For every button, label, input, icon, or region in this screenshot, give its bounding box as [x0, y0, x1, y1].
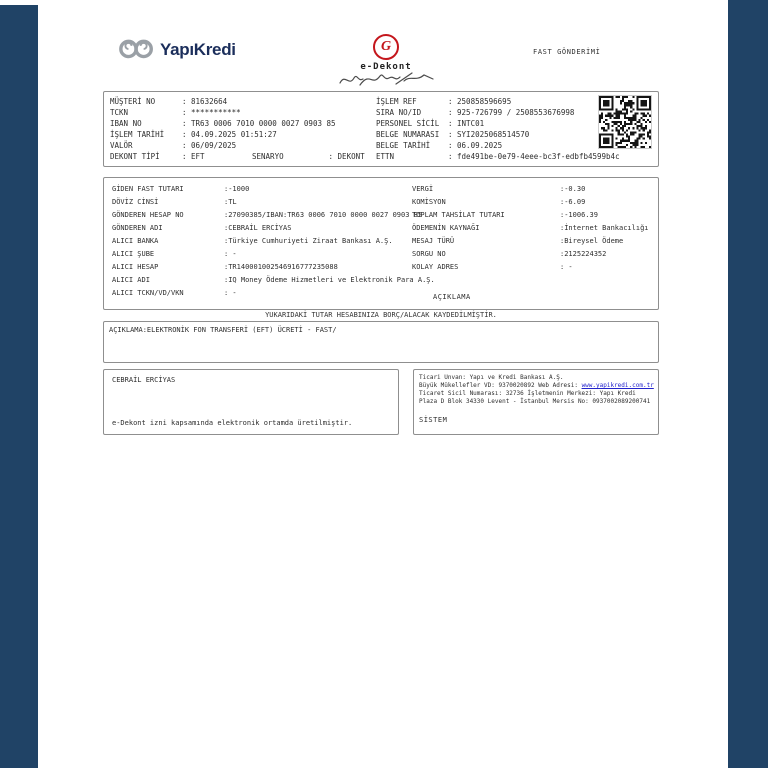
left-frame-bar [0, 5, 38, 768]
field-row [110, 96, 365, 107]
field-row [112, 183, 435, 196]
field-label: ALICI ADI [112, 276, 150, 284]
field-value: : TR63 0006 7010 0000 0027 0903 85 [182, 119, 336, 128]
field-label: MESAJ TÜRÜ [412, 237, 455, 245]
field-row [112, 222, 435, 235]
field-label: SENARYO [252, 152, 284, 161]
field-value: : EFT [182, 152, 205, 161]
field-label: DÖVİZ CİNSİ [112, 198, 159, 206]
aciklama-section-label: AÇIKLAMA [433, 293, 471, 301]
edekont-seal [336, 34, 436, 94]
field-row [110, 129, 365, 140]
field-value: : 250858596695 [448, 97, 512, 106]
field-row [412, 209, 649, 222]
field-row [412, 235, 649, 248]
field-label: İŞLEM TARİHİ [110, 130, 165, 139]
field-label: ETTN [376, 152, 395, 161]
yapikredi-logo [118, 36, 236, 64]
field-row [112, 248, 435, 261]
bank-footer-box [413, 369, 659, 435]
edekont-label: e-Dekont [360, 62, 412, 72]
field-label: IBAN NO [110, 119, 142, 128]
field-row [412, 261, 649, 274]
customer-footer-box [103, 369, 399, 435]
bank-registration-lines [419, 374, 654, 406]
description-text: AÇIKLAMA:ELEKTRONİK FON TRANSFERİ (EFT) ÜCRETİ - FAST/ [109, 326, 337, 334]
field-value: :-0.30 [560, 185, 586, 193]
system-label: SİSTEM [419, 416, 448, 424]
field-label: VERGİ [412, 185, 434, 193]
right-frame-bar [728, 0, 768, 768]
field-value: :Türkiye Cumhuriyeti Ziraat Bankası A.Ş. [224, 237, 393, 245]
field-value: :IQ Money Ödeme Hizmetleri ve Elektronik Para A.Ş. [224, 276, 435, 284]
transfer-details-right-column [412, 183, 649, 274]
field-value: : 06.09.2025 [448, 141, 503, 150]
field-label: SORGU NO [412, 250, 446, 258]
field-value: :-1000 [224, 185, 250, 193]
bank-registry-line: Ticaret Sicil Numarası: 32736 İşletmenin Merkezi: Yapı Kredi [419, 390, 636, 397]
debit-credit-notice: YUKARIDAKİ TUTAR HESABINIZA BORÇ/ALACAK KAYDEDİLMİŞTİR. [265, 311, 497, 319]
field-value: :-1006.39 [560, 211, 598, 219]
field-value: : fde491be-0e79-4eee-bc3f-edbfb4599b4c [448, 152, 620, 161]
field-label: TCKN [110, 108, 129, 117]
brand-name: YapıKredi [160, 40, 236, 59]
field-label: VALÖR [110, 141, 133, 150]
field-row [376, 140, 620, 151]
field-label: TOPLAM TAHSİLAT TUTARI [412, 211, 505, 219]
field-value: : - [224, 289, 237, 297]
field-value: : 04.09.2025 01:51:27 [182, 130, 277, 139]
field-row [112, 287, 435, 300]
field-value: :-6.09 [560, 198, 586, 206]
field-label: BELGE TARİHİ [376, 141, 431, 150]
field-label: KOMİSYON [412, 198, 446, 206]
description-box [103, 321, 659, 363]
field-label: GÖNDEREN HESAP NO [112, 211, 184, 219]
field-label: ALICI TCKN/VD/VKN [112, 289, 184, 297]
field-row [412, 248, 649, 261]
field-label: DEKONT TİPİ [110, 152, 160, 161]
field-value: : - [560, 263, 573, 271]
bank-tax-line: Büyük Mükellefler VD: 9370020892 Web Adresi: www.yapikredi.com.tr [419, 382, 654, 389]
field-label: MÜŞTERİ NO [110, 97, 156, 106]
field-row [110, 107, 365, 118]
field-value: :TL [224, 198, 237, 206]
field-row [110, 140, 365, 151]
field-row [412, 222, 649, 235]
field-row [112, 196, 435, 209]
field-value: :27090385/IBAN:TR63 0006 7010 0000 0027 0903 85 [224, 211, 423, 219]
field-value: :2125224352 [560, 250, 607, 258]
field-value: : DEKONT [324, 152, 365, 161]
field-value: : 925-726799 / 2508553676998 [448, 108, 575, 117]
yapikredi-logo-icon [118, 36, 156, 64]
field-label: ALICI ŞUBE [112, 250, 155, 258]
field-row [112, 209, 435, 222]
field-label: ALICI HESAP [112, 263, 159, 271]
field-row [412, 183, 649, 196]
field-value: : SYI2025068514570 [448, 130, 530, 139]
transaction-info-left-column [110, 96, 365, 162]
transaction-info-box [103, 91, 659, 167]
field-value: : *********** [182, 108, 241, 117]
transfer-details-left-column [112, 183, 435, 300]
qr-code [598, 95, 652, 149]
field-value: :Bireysel Ödeme [560, 237, 624, 245]
sender-name: CEBRAİL ERCİYAS [112, 376, 176, 384]
field-row [376, 129, 620, 140]
field-label: KOLAY ADRES [412, 263, 459, 271]
field-label: ÖDEMENİN KAYNAĞI [412, 224, 480, 232]
bank-website-link[interactable]: www.yapikredi.com.tr [581, 382, 654, 389]
field-label: İŞLEM REF [376, 97, 417, 106]
field-row [376, 151, 620, 162]
field-label: BELGE NUMARASI [376, 130, 440, 139]
field-row [376, 107, 620, 118]
field-row [376, 118, 620, 129]
field-value: : INTC01 [448, 119, 485, 128]
field-row [110, 118, 365, 129]
field-value: :TR140001002546916777235088 [224, 263, 338, 271]
field-row [376, 96, 620, 107]
field-label: GİDEN FAST TUTARI [112, 185, 184, 193]
field-row [412, 196, 649, 209]
field-row [112, 274, 435, 287]
fast-transfer-type-label: FAST GÖNDERİMİ [533, 48, 601, 56]
edekont-seal-icon: G [373, 34, 399, 60]
field-row [110, 151, 365, 162]
field-label: SIRA NO/ID [376, 108, 422, 117]
field-value: : - [224, 250, 237, 258]
field-label: PERSONEL SİCİL [376, 119, 440, 128]
bank-legal-name: Ticari Unvan: Yapı ve Kredi Bankası A.Ş. [419, 374, 564, 381]
transaction-info-right-column [376, 96, 620, 162]
field-value: :CEBRAİL ERCİYAS [224, 224, 292, 232]
field-label: ALICI BANKA [112, 237, 159, 245]
electronic-generation-note: e-Dekont izni kapsamında elektronik ortamda üretilmiştir. [112, 419, 353, 427]
field-row [112, 261, 435, 274]
transfer-details-box [103, 177, 659, 310]
field-value: : 81632664 [182, 97, 228, 106]
field-label: GÖNDEREN ADI [112, 224, 163, 232]
field-row [112, 235, 435, 248]
field-value: : 06/09/2025 [182, 141, 237, 150]
bank-address-line: Plaza D Blok 34330 Levent - İstanbul Mersis No: 0937002089200741 [419, 398, 651, 405]
field-value: :İnternet Bankacılığı [560, 224, 649, 232]
